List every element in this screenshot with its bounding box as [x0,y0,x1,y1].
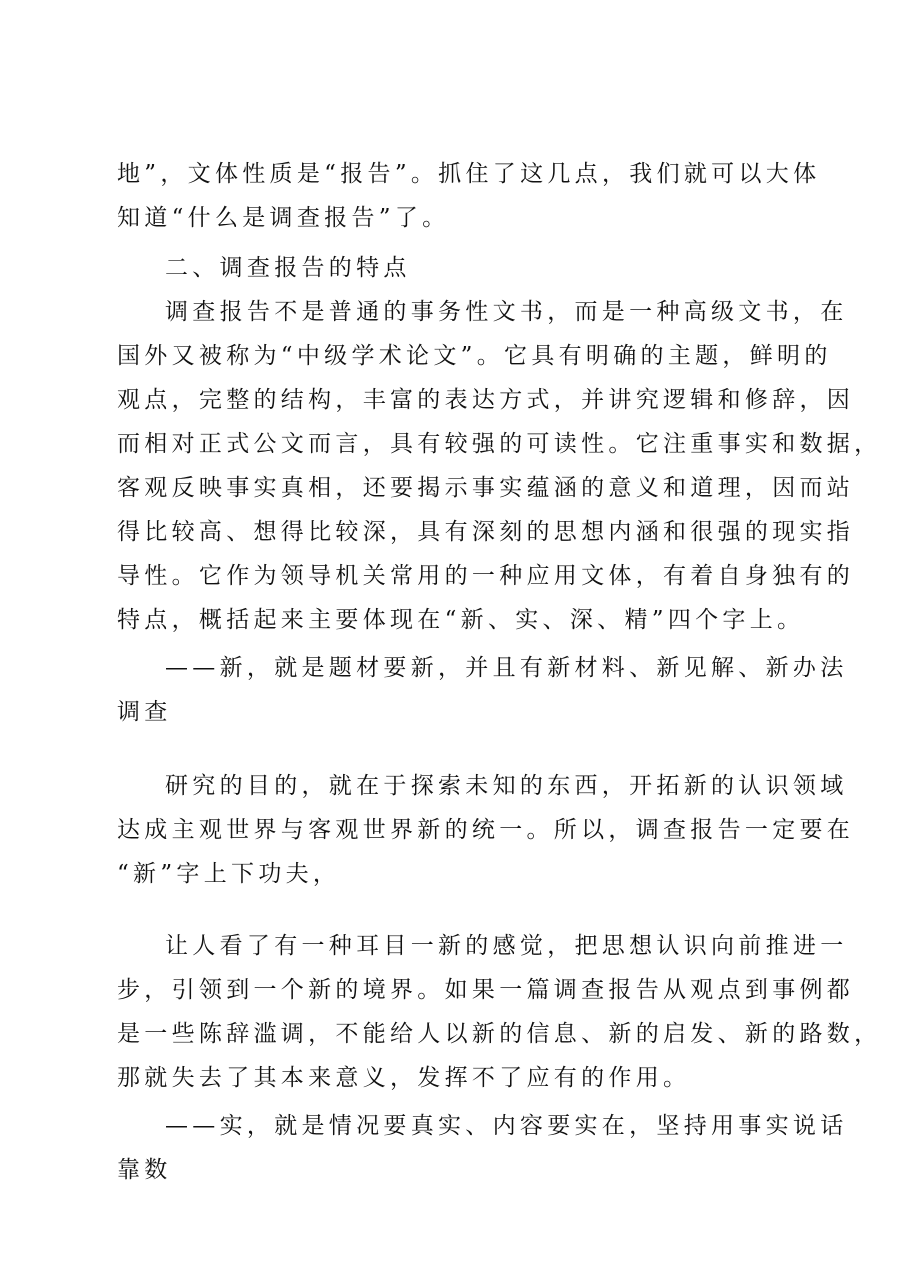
text-line: 是一些陈辞滥调，不能给人以新的信息、新的启发、新的路数， [117,1021,882,1047]
text-line: 调查 [117,699,172,725]
text-line: 客观反映事实真相，还要揭示事实蕴涵的意义和道理，因而站 [117,475,855,501]
text-line: 知道“什么是调查报告”了。 [117,205,450,231]
text-line: 让人看了有一种耳目一新的感觉，把思想认识向前推进一 [165,933,848,959]
text-line: 得比较高、想得比较深，具有深刻的思想内涵和很强的现实指 [117,519,855,545]
text-line: 地”，文体性质是“报告”。抓住了这几点，我们就可以大体 [117,161,821,187]
text-line: 达成主观世界与客观世界新的统一。所以，调查报告一定要在 [117,817,855,843]
text-line: ——新，就是题材要新，并且有新材料、新见解、新办法 [165,655,848,681]
text-line: 研究的目的，就在于探索未知的东西，开拓新的认识领域 [165,773,848,799]
text-line: 国外又被称为“中级学术论文”。它具有明确的主题，鲜明的 [117,343,832,369]
section-heading: 二、调查报告的特点 [165,255,411,281]
text-line: “新”字上下功夫， [117,861,341,887]
text-line: 调查报告不是普通的事务性文书，而是一种高级文书，在 [165,299,848,325]
text-line: 观点，完整的结构，丰富的表达方式，并讲究逻辑和修辞，因 [117,387,855,413]
text-line: ——实，就是情况要真实、内容要实在，坚持用事实说话 [165,1113,848,1139]
text-line: 导性。它作为领导机关常用的一种应用文体，有着自身独有的 [117,563,855,589]
text-line: 那就失去了其本来意义，发挥不了应有的作用。 [117,1065,691,1091]
text-line: 步，引领到一个新的境界。如果一篇调查报告从观点到事例都 [117,977,855,1003]
text-line: 靠数 [117,1157,172,1183]
text-line: 而相对正式公文而言，具有较强的可读性。它注重事实和数据， [117,431,882,457]
text-line: 特点，概括起来主要体现在“新、实、深、精”四个字上。 [117,607,805,633]
